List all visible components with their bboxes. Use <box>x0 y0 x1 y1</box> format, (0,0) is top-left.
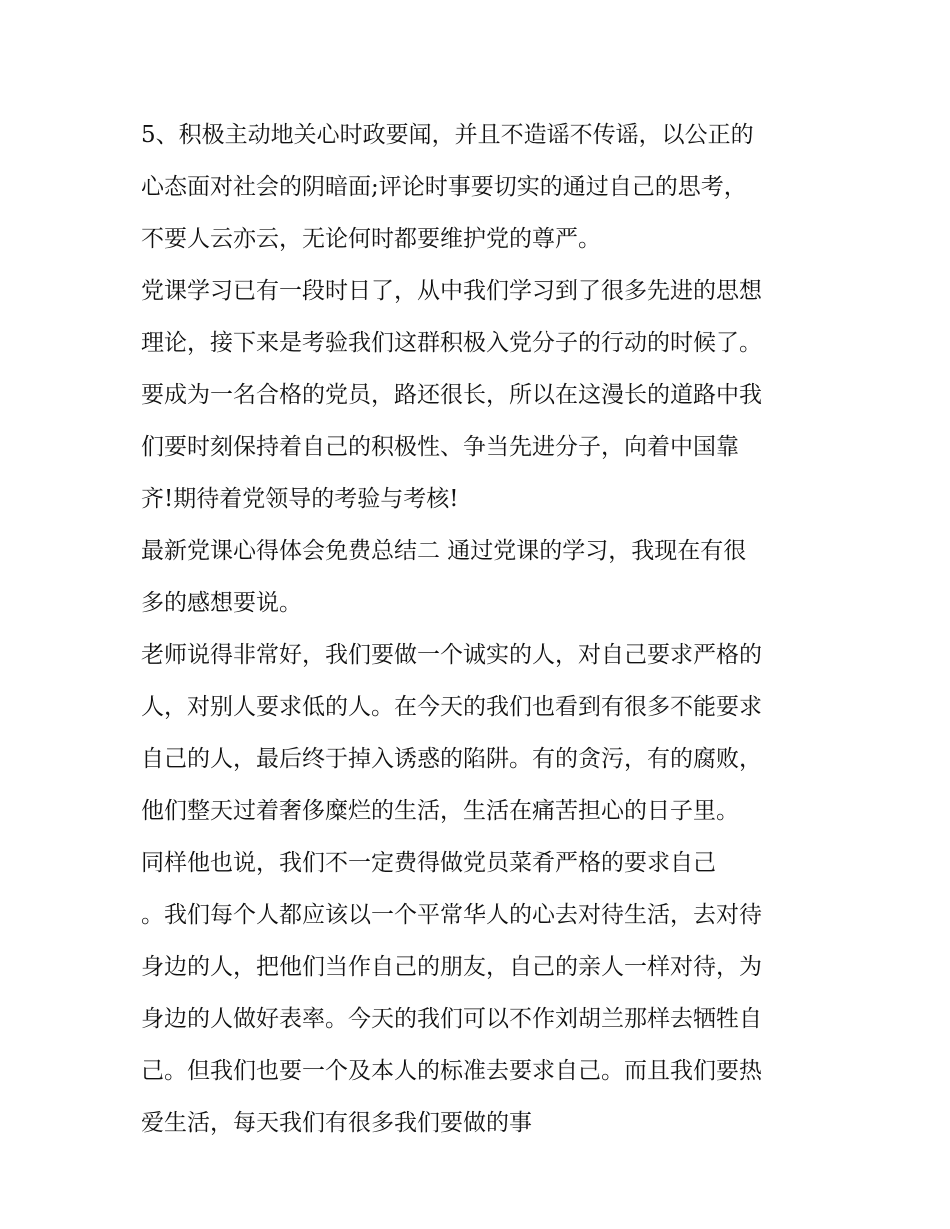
text-line: 党课学习已有一段时日了，从中我们学习到了很多先进的思想 <box>141 278 762 304</box>
text-line: 自己的人，最后终于掉入诱惑的陷阱。有的贪污，有的腐败， <box>141 746 762 772</box>
text-line: 们要时刻保持着自己的积极性、争当先进分子，向着中国靠 <box>141 434 739 460</box>
text-line: 人，对别人要求低的人。在今天的我们也看到有很多不能要求 <box>141 694 762 720</box>
text-line: 齐!期待着党领导的考验与考核! <box>141 486 459 512</box>
text-line: 理论，接下来是考验我们这群积极入党分子的行动的时候了。 <box>141 330 762 356</box>
text-line: 不要人云亦云，无论何时都要维护党的尊严。 <box>141 226 601 252</box>
section-heading-line: 最新党课心得体会免费总结二 通过党课的学习，我现在有很 <box>141 538 747 564</box>
body-text <box>141 109 821 1149</box>
text-line: 己。但我们也要一个及本人的标准去要求自己。而且我们要热 <box>141 1058 762 1084</box>
text-line: 老师说得非常好，我们要做一个诚实的人，对自己要求严格的 <box>141 642 762 668</box>
text-line: 他们整天过着奢侈糜烂的生活，生活在痛苦担心的日子里。 <box>141 798 739 824</box>
text-line: 。我们每个人都应该以一个平常华人的心去对待生活，去对待 <box>141 902 762 928</box>
text-line: 多的感想要说。 <box>141 590 302 616</box>
text-line: 5、积极主动地关心时政要闻，并且不造谣不传谣，以公正的 <box>141 122 754 148</box>
text-line: 要成为一名合格的党员，路还很长，所以在这漫长的道路中我 <box>141 382 762 408</box>
text-line: 同样他也说，我们不一定费得做党员菜肴严格的要求自己 <box>141 850 716 876</box>
text-line: 心态面对社会的阴暗面;评论时事要切实的通过自己的思考， <box>141 174 747 200</box>
text-line: 身边的人，把他们当作自己的朋友，自己的亲人一样对待，为 <box>141 954 762 980</box>
text-line: 身边的人做好表率。今天的我们可以不作刘胡兰那样去牺牲自 <box>141 1006 762 1032</box>
text-line: 爱生活，每天我们有很多我们要做的事 <box>141 1110 532 1136</box>
